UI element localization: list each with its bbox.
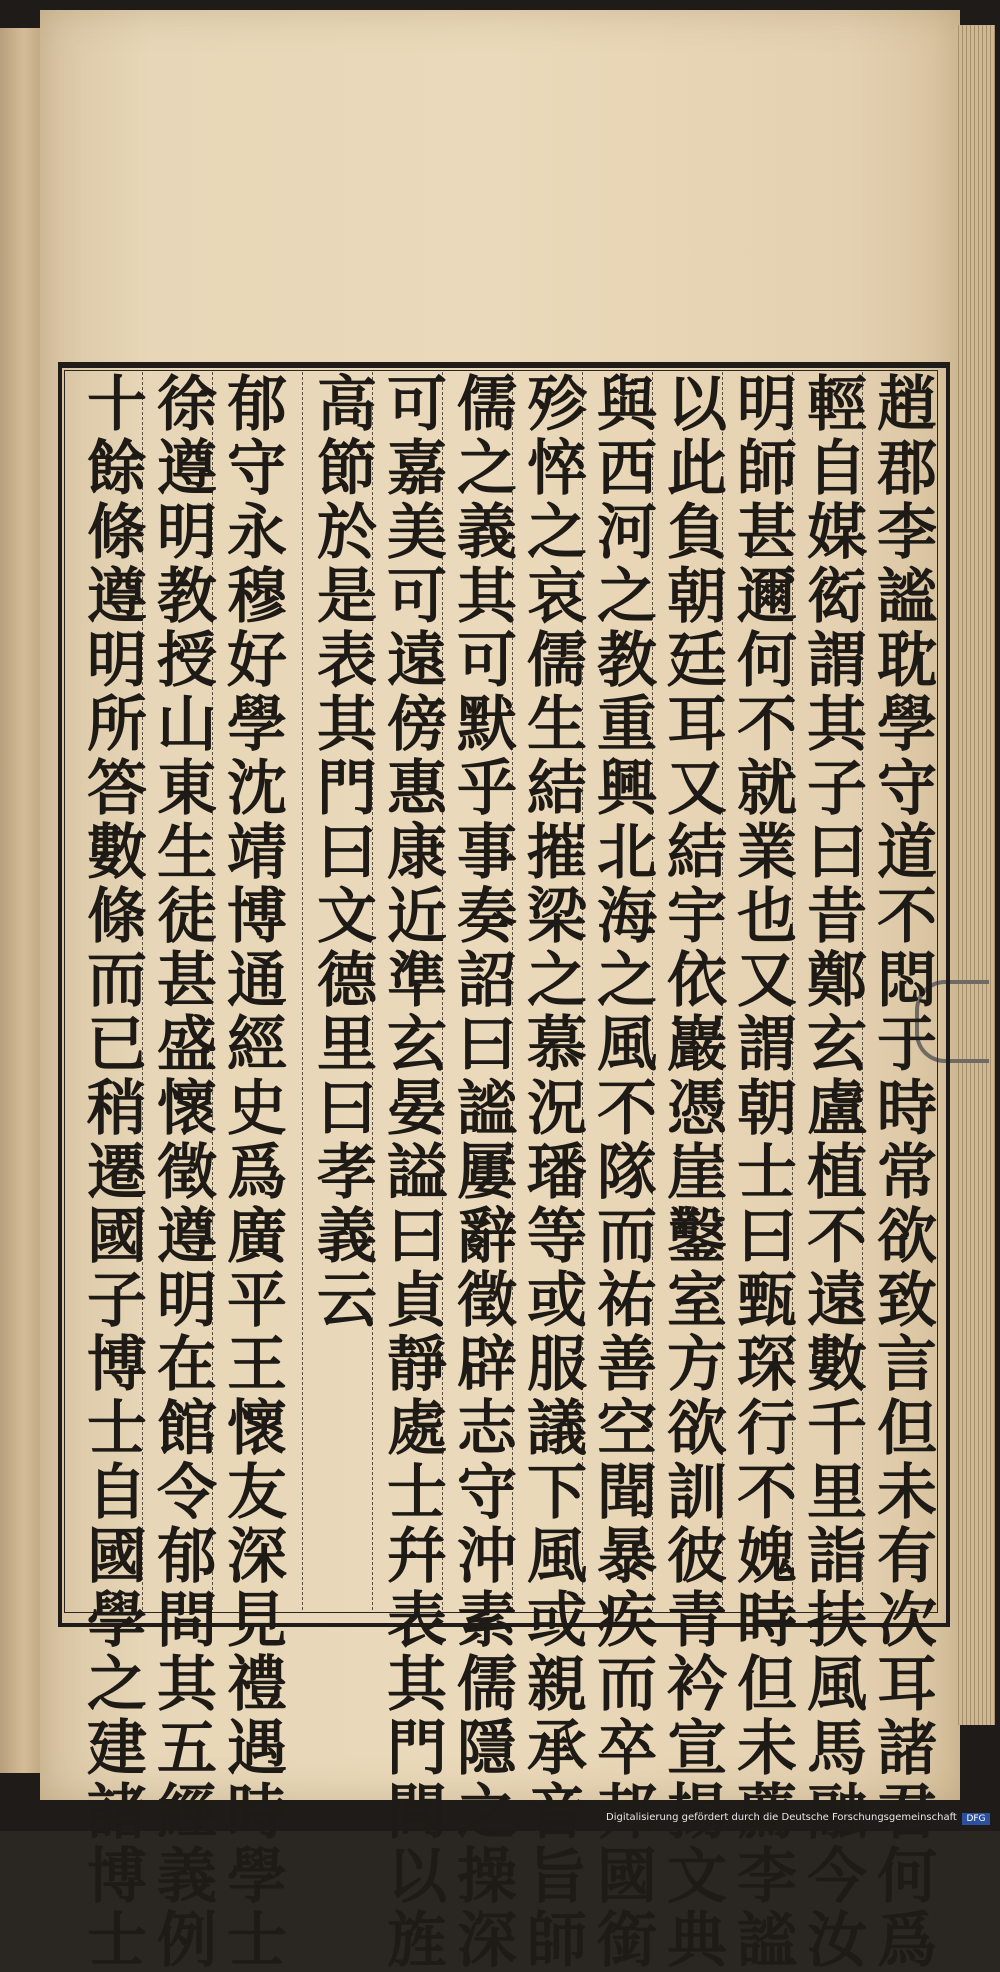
text-column-12: 十餘條遵明所答數條而已稍遷國子博士自國學之建諸博士	[77, 372, 147, 1972]
text-column-1: 趙郡李謐耽學守道不悶于時常欲致言但未有次耳諸君何爲	[867, 372, 937, 1972]
text-column-3: 明師甚邇何不就業也又謂朝士曰甄琛行不媿時但未薦李謐	[727, 372, 797, 1972]
text-column-4: 以此負朝廷耳又結宇依巖憑崖鑿室方欲訓彼青衿宣揚文典	[657, 372, 727, 1972]
text-column-11: 徐遵明教授山東生徒甚盛懷徵遵明在館令郁問其五經義例	[147, 372, 217, 1972]
column-rule	[302, 372, 303, 1610]
previous-page-edge	[0, 28, 40, 1773]
dfg-logo: DFG	[962, 1813, 990, 1825]
text-column-9: 高節於是表其門曰文德里曰孝義云	[307, 372, 377, 1332]
text-column-8: 可嘉美可遠傍惠康近準玄晏謚曰貞靜處士幷表其門閭以旌	[377, 372, 447, 1972]
text-column-6: 殄悴之哀儒生結摧梁之慕況璠等或服議下風或親承音旨師	[517, 372, 587, 1972]
digitization-credit: Digitalisierung gefördert durch die Deutsche Forschungsgemeinschaft	[606, 1812, 957, 1823]
text-column-7: 儒之義其可默乎事奏詔曰謐屢辭徵辟志守沖素儒隱之操深	[447, 372, 517, 1972]
text-column-2: 輕自媒衒謂其子曰昔鄭玄盧植不遠數千里詣扶風馬融今汝	[797, 372, 867, 1972]
text-column-10: 郁守永穆好學沈靖博通經史爲廣平王懷友深見禮遇時學士	[217, 372, 287, 1972]
page-stack-edges	[955, 25, 995, 1725]
text-column-5: 與西河之教重興北海之風不隊而祐善空聞暴疾而卒邦國銜	[587, 372, 657, 1972]
